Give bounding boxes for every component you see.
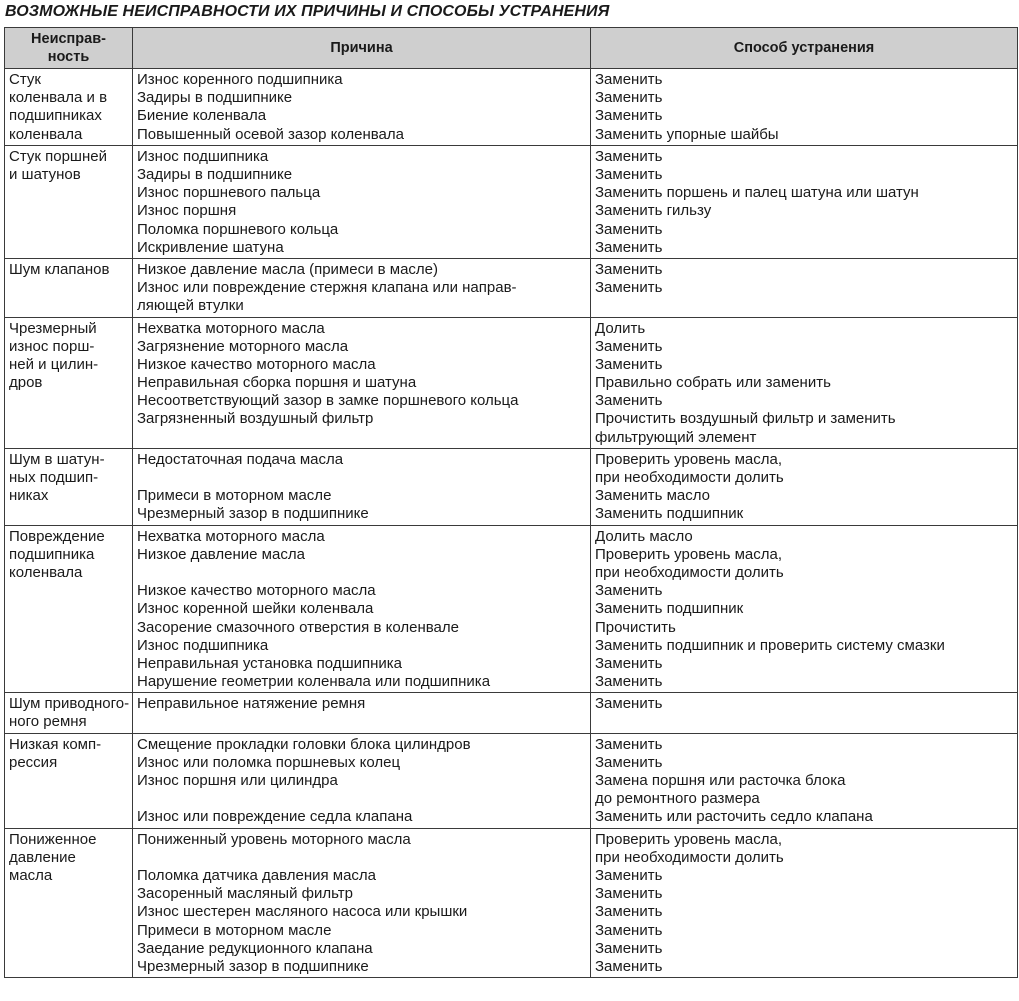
remedy-line: Заменить [595, 582, 663, 600]
fault-line: подшипника [9, 545, 95, 563]
cause-line [137, 790, 586, 808]
remedy-line: Проверить уровень масла, [595, 450, 783, 468]
remedy-line: Заменить [595, 957, 663, 975]
remedy-line: при необходимости долить [595, 848, 784, 866]
cause-line [137, 429, 586, 447]
fault-line: ного ремня [9, 713, 87, 731]
fault-line: коленвала [9, 125, 83, 143]
remedy-line: Заменить [595, 337, 663, 355]
fault-line: подшипниках [9, 107, 102, 125]
remedy-cell [591, 693, 1018, 733]
remedy-cell [591, 69, 1018, 146]
fault-cell [5, 693, 133, 733]
cause-cell [133, 145, 591, 258]
fault-line: Стук поршней [9, 147, 107, 165]
fault-line: Низкая комп- [9, 735, 102, 753]
cause-cell [133, 525, 591, 693]
remedy-line: Заменить подшипник [595, 505, 744, 523]
remedy-line: до ремонтного размера [595, 790, 760, 808]
remedy-line: Долить [595, 319, 646, 337]
fault-line: Пониженное [9, 830, 97, 848]
cause-line [137, 469, 586, 487]
fault-line: коленвала и в [9, 89, 108, 107]
cause-line: Низкое давление масла (примеси в масле) [137, 260, 438, 278]
cause-line: Поломка поршневого кольца [137, 220, 339, 238]
cause-line: Износ шестерен масляного насоса или крышки [137, 903, 468, 921]
fault-cell [5, 145, 133, 258]
cause-line: Повышенный осевой зазор коленвала [137, 125, 404, 143]
table-row [5, 145, 1018, 258]
cause-line: Примеси в моторном масле [137, 487, 332, 505]
cause-line: Биение коленвала [137, 107, 267, 125]
remedy-line: Долить масло [595, 527, 693, 545]
remedy-line: Проверить уровень масла, [595, 830, 783, 848]
cause-line: Износ поршневого пальца [137, 184, 321, 202]
header-fault-line-2: ность [47, 49, 90, 65]
cause-cell [133, 693, 591, 733]
remedy-line: Заменить [595, 89, 663, 107]
remedy-line: Заменить подшипник и проверить систему смазки [595, 636, 945, 654]
cause-line: Заедание редукционного клапана [137, 939, 373, 957]
remedy-cell [591, 525, 1018, 693]
remedy-line: Заменить упорные шайбы [595, 125, 779, 143]
remedy-line: при необходимости долить [595, 469, 784, 486]
remedy-cell [591, 258, 1018, 317]
cause-line: Нехватка моторного масла [137, 319, 325, 337]
remedy-line: Заменить [595, 673, 663, 691]
fault-line: и шатунов [9, 166, 81, 184]
fault-cell [5, 828, 133, 978]
page-title: ВОЗМОЖНЫЕ НЕИСПРАВНОСТИ ИХ ПРИЧИНЫ И СПОСОБЫ УСТРАНЕНИЯ [5, 3, 610, 20]
cause-line [137, 713, 586, 731]
cause-line: Искривление шатуна [137, 238, 284, 256]
cause-line: Нехватка моторного масла [137, 527, 325, 545]
remedy-cell [591, 733, 1018, 828]
fault-line: ней и цилин- [9, 355, 99, 373]
remedy-line: Замена поршня или расточка блока [595, 772, 846, 790]
faults-table [4, 27, 1018, 978]
cause-line: Износ коренного подшипника [137, 71, 343, 88]
remedy-line: Заменить [595, 260, 663, 278]
fault-cell [5, 69, 133, 146]
cause-line: Чрезмерный зазор в подшипнике [137, 505, 369, 523]
remedy-line: Заменить [595, 147, 663, 165]
remedy-line: Прочистить [595, 618, 676, 636]
remedy-cell [591, 448, 1018, 525]
fault-line: Шум в шатун- [9, 450, 105, 468]
cause-line: Износ коренной шейки коленвала [137, 600, 374, 618]
table-row [5, 69, 1018, 146]
fault-cell [5, 525, 133, 693]
table-body [5, 69, 1018, 978]
fault-line: давление [9, 848, 76, 866]
cause-line: Нарушение геометрии коленвала или подшипника [137, 673, 491, 691]
fault-line: Чрезмерный [9, 319, 97, 337]
cause-line: Загрязнение моторного масла [137, 337, 349, 355]
remedy-line: Заменить гильзу [595, 202, 712, 220]
cause-line: Неправильная сборка поршня и шатуна [137, 374, 417, 392]
remedy-line: Заменить подшипник [595, 600, 744, 618]
table-row [5, 733, 1018, 828]
cause-line: Засоренный масляный фильтр [137, 885, 353, 903]
fault-line: Шум клапанов [9, 260, 110, 278]
remedy-line: Проверить уровень масла, [595, 545, 783, 563]
fault-cell [5, 317, 133, 448]
remedy-line: Заменить [595, 392, 663, 410]
cause-line: Низкое давление масла [137, 545, 305, 563]
cause-line: Чрезмерный зазор в подшипнике [137, 957, 369, 975]
table-row [5, 693, 1018, 733]
remedy-line: Заменить [595, 735, 663, 753]
cause-cell [133, 828, 591, 978]
cause-line: Износ поршня или цилиндра [137, 772, 338, 790]
table-row [5, 317, 1018, 448]
remedy-line: Заменить [595, 166, 663, 183]
cause-line: Износ поршня [137, 202, 237, 220]
remedy-line: Заменить [595, 939, 663, 957]
cause-line [137, 564, 586, 582]
cause-line: Засорение смазочного отверстия в коленвале [137, 618, 459, 636]
cause-line: Задиры в подшипнике [137, 166, 293, 183]
cause-line: Износ или повреждение седла клапана [137, 808, 413, 826]
fault-line: масла [9, 867, 53, 884]
fault-line: рессия [9, 753, 58, 771]
remedy-line: Заменить [595, 866, 663, 884]
table-row [5, 258, 1018, 317]
remedy-line: Заменить [595, 654, 663, 672]
remedy-line: Заменить [595, 885, 663, 903]
cause-line: Примеси в моторном масле [137, 921, 332, 939]
remedy-cell [591, 317, 1018, 448]
cause-line [137, 849, 586, 867]
cause-line: Поломка датчика давления масла [137, 866, 377, 884]
cause-line: Недостаточная подача масла [137, 450, 344, 468]
cause-line: Износ подшипника [137, 147, 269, 165]
remedy-line: Заменить [595, 921, 663, 939]
header-remedy: Способ устранения [591, 28, 1018, 69]
cause-line: Износ подшипника [137, 636, 269, 654]
remedy-cell [591, 828, 1018, 978]
remedy-line: Прочистить воздушный фильтр и заменить [595, 410, 896, 428]
remedy-line: Заменить [595, 238, 663, 256]
cause-line: Пониженный уровень моторного масла [137, 830, 411, 848]
table-row [5, 448, 1018, 525]
remedy-cell [591, 145, 1018, 258]
cause-line: Износ или повреждение стержня клапана или направ- [137, 279, 517, 297]
fault-line: Стук [9, 71, 41, 88]
cause-line: Неправильное натяжение ремня [137, 695, 366, 713]
remedy-line: Заменить [595, 695, 663, 713]
remedy-line: Заменить [595, 279, 663, 297]
fault-cell [5, 733, 133, 828]
cause-line: Низкое качество моторного масла [137, 582, 376, 600]
remedy-line: Заменить или расточить седло клапана [595, 808, 873, 826]
fault-cell [5, 448, 133, 525]
cause-line: Несоответствующий зазор в замке поршневого кольца [137, 392, 519, 410]
cause-cell [133, 448, 591, 525]
cause-line: Задиры в подшипнике [137, 89, 293, 107]
remedy-line: Заменить [595, 903, 663, 921]
cause-cell [133, 69, 591, 146]
remedy-line: Заменить [595, 107, 663, 125]
header-row [5, 28, 1018, 69]
cause-line: Неправильная установка подшипника [137, 654, 403, 672]
cause-cell [133, 317, 591, 448]
cause-line: Износ или поломка поршневых колец [137, 753, 401, 771]
remedy-line: Заменить масло [595, 487, 710, 505]
remedy-line: Заменить [595, 753, 663, 771]
remedy-line [595, 713, 1013, 731]
cause-line: Низкое качество моторного масла [137, 355, 376, 373]
table-row [5, 828, 1018, 978]
fault-cell [5, 258, 133, 317]
fault-line: ных подшип- [9, 469, 99, 487]
remedy-line: Заменить поршень и палец шатуна или шатун [595, 184, 919, 202]
cause-line: ляющей втулки [137, 297, 244, 315]
fault-line: дров [9, 374, 43, 392]
remedy-line: при необходимости долить [595, 563, 784, 581]
table-row [5, 525, 1018, 693]
cause-cell [133, 258, 591, 317]
remedy-line: Правильно собрать или заменить [595, 374, 831, 392]
remedy-line: фильтрующий элемент [595, 428, 757, 446]
remedy-line: Заменить [595, 355, 663, 373]
header-fault-line-1: Неисправ- [31, 30, 106, 47]
cause-line: Загрязненный воздушный фильтр [137, 410, 374, 428]
remedy-line: Заменить [595, 71, 663, 88]
header-fault [5, 28, 133, 69]
fault-line: износ порш- [9, 337, 95, 355]
cause-line: Смещение прокладки головки блока цилиндров [137, 735, 471, 753]
remedy-line: Заменить [595, 220, 663, 238]
fault-line: никах [9, 487, 49, 505]
header-cause: Причина [133, 28, 591, 69]
fault-line: Повреждение [9, 527, 105, 545]
remedy-line [595, 297, 1013, 315]
fault-line: Шум приводного- [9, 695, 130, 713]
cause-cell [133, 733, 591, 828]
fault-line: коленвала [9, 563, 83, 581]
